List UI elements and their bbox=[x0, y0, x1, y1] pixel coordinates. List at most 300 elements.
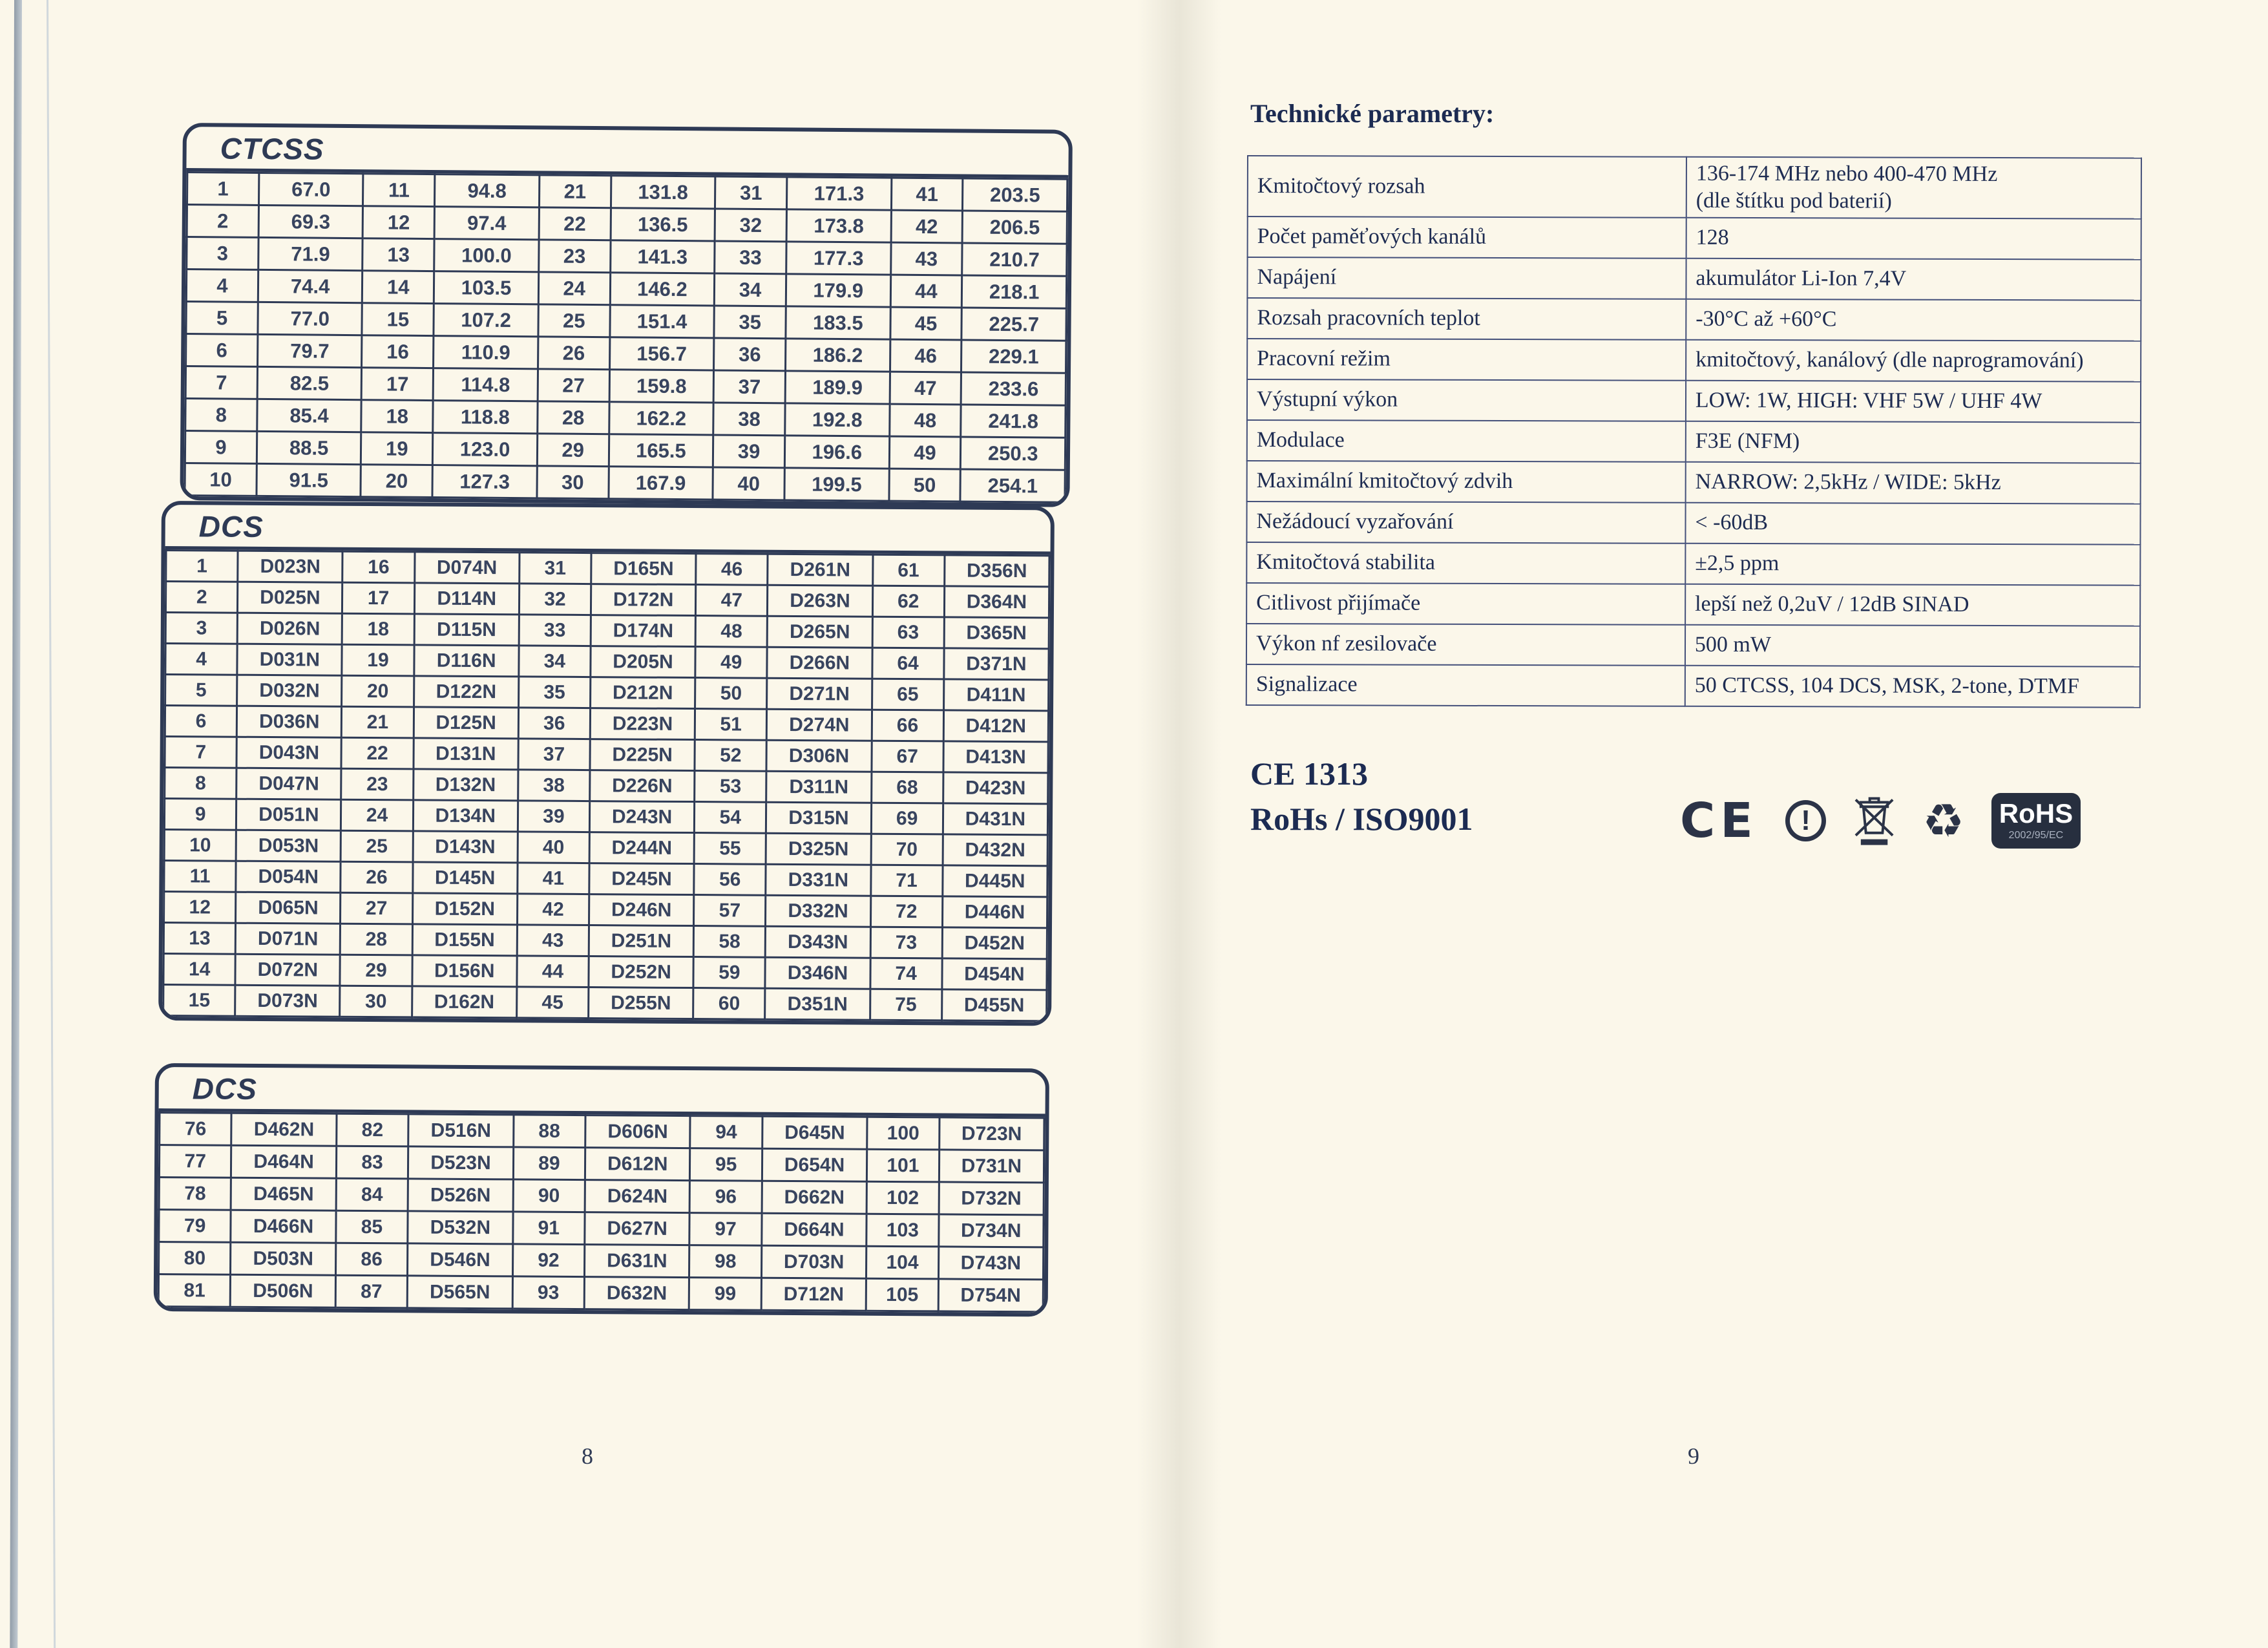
index-cell: 27 bbox=[538, 369, 609, 402]
code-cell: D205N bbox=[591, 646, 695, 678]
index-cell: 12 bbox=[362, 206, 434, 239]
ctcss-table-title: CTCSS bbox=[186, 127, 1068, 178]
index-cell: 78 bbox=[159, 1178, 231, 1210]
code-cell: 88.5 bbox=[257, 431, 361, 464]
index-cell: 104 bbox=[866, 1246, 939, 1279]
page-fold-shadow bbox=[1137, 0, 1221, 1648]
index-cell: 28 bbox=[341, 924, 413, 955]
index-cell: 17 bbox=[362, 368, 434, 401]
code-cell: D271N bbox=[767, 678, 872, 710]
index-cell: 23 bbox=[538, 240, 610, 273]
param-label: Napájení bbox=[1247, 257, 1686, 299]
param-row bbox=[1246, 664, 2140, 708]
code-cell: 107.2 bbox=[434, 304, 538, 337]
index-cell: 94 bbox=[690, 1116, 762, 1149]
index-cell: 8 bbox=[165, 768, 237, 799]
index-cell: 14 bbox=[163, 954, 236, 986]
index-cell: 9 bbox=[185, 431, 257, 464]
param-value: 128 bbox=[1686, 218, 2141, 260]
code-cell: D734N bbox=[938, 1214, 1044, 1247]
index-cell: 31 bbox=[519, 553, 591, 584]
param-value: 50 CTCSS, 104 DCS, MSK, 2-tone, DTMF bbox=[1685, 666, 2140, 708]
index-cell: 22 bbox=[341, 737, 414, 769]
code-cell: D065N bbox=[236, 892, 341, 924]
code-cell: 250.3 bbox=[961, 437, 1066, 470]
index-cell: 49 bbox=[695, 647, 768, 679]
code-cell: 192.8 bbox=[785, 403, 890, 436]
code-cell: D145N bbox=[412, 862, 517, 894]
param-row bbox=[1247, 461, 2141, 504]
index-cell: 50 bbox=[889, 469, 961, 502]
code-cell: D351N bbox=[765, 988, 870, 1020]
index-cell: 84 bbox=[336, 1178, 408, 1211]
index-cell: 79 bbox=[159, 1210, 231, 1243]
index-cell: 5 bbox=[186, 302, 258, 335]
code-cell: 173.8 bbox=[786, 209, 891, 242]
index-cell: 87 bbox=[335, 1275, 408, 1308]
code-cell: D125N bbox=[414, 707, 518, 739]
code-cell: 74.4 bbox=[258, 269, 362, 302]
code-cell: 225.7 bbox=[961, 308, 1066, 341]
code-cell: D662N bbox=[762, 1181, 867, 1214]
index-cell: 98 bbox=[689, 1245, 762, 1278]
code-cell: 131.8 bbox=[611, 176, 715, 209]
index-cell: 95 bbox=[690, 1148, 762, 1181]
dcs-table-2-title: DCS bbox=[159, 1067, 1045, 1117]
code-cell: 118.8 bbox=[433, 401, 538, 434]
table-row bbox=[159, 1178, 1044, 1215]
code-cell: 94.8 bbox=[435, 174, 540, 207]
ctcss-table-box bbox=[180, 123, 1073, 507]
code-cell: 82.5 bbox=[257, 366, 362, 399]
code-cell: 254.1 bbox=[960, 469, 1065, 502]
code-cell: D503N bbox=[231, 1242, 336, 1275]
code-cell: D632N bbox=[584, 1277, 689, 1310]
param-row bbox=[1246, 502, 2140, 545]
index-cell: 28 bbox=[538, 401, 609, 434]
param-value: ±2,5 ppm bbox=[1685, 544, 2140, 586]
index-cell: 43 bbox=[890, 242, 962, 275]
index-cell: 60 bbox=[693, 988, 766, 1020]
code-cell: 177.3 bbox=[786, 242, 891, 275]
code-cell: D432N bbox=[943, 834, 1048, 866]
code-cell: D364N bbox=[944, 586, 1049, 618]
index-cell: 99 bbox=[689, 1278, 762, 1311]
index-cell: 65 bbox=[872, 679, 944, 710]
index-cell: 88 bbox=[513, 1115, 585, 1148]
code-cell: 171.3 bbox=[787, 177, 892, 210]
code-cell: D703N bbox=[761, 1245, 866, 1278]
code-cell: 241.8 bbox=[961, 405, 1066, 438]
index-cell: 37 bbox=[518, 739, 591, 770]
code-cell: D532N bbox=[408, 1211, 513, 1244]
index-cell: 19 bbox=[342, 644, 414, 676]
code-cell: D731N bbox=[939, 1150, 1044, 1183]
code-cell: 206.5 bbox=[963, 211, 1067, 244]
table-row bbox=[158, 1274, 1043, 1312]
table-row bbox=[160, 1113, 1044, 1150]
code-cell: D074N bbox=[414, 552, 519, 584]
code-cell: D072N bbox=[235, 954, 340, 986]
index-cell: 16 bbox=[362, 335, 434, 368]
dcs-table-1-title: DCS bbox=[165, 505, 1051, 555]
index-cell: 17 bbox=[342, 582, 415, 614]
code-cell: D431N bbox=[943, 803, 1048, 835]
code-cell: D455N bbox=[941, 989, 1047, 1021]
code-cell: D371N bbox=[944, 648, 1049, 680]
code-cell: 91.5 bbox=[257, 463, 361, 496]
index-cell: 10 bbox=[164, 830, 236, 861]
index-cell: 6 bbox=[165, 706, 237, 737]
code-cell: D645N bbox=[762, 1116, 868, 1149]
code-cell: D315N bbox=[766, 802, 871, 834]
index-cell: 27 bbox=[341, 893, 413, 924]
code-cell: D723N bbox=[939, 1117, 1044, 1150]
rohs-badge-directive: 2002/95/EC bbox=[2008, 830, 2064, 841]
code-cell: 103.5 bbox=[434, 271, 539, 304]
index-cell: 23 bbox=[341, 768, 414, 800]
index-cell: 101 bbox=[867, 1149, 940, 1182]
code-cell: D325N bbox=[766, 833, 870, 865]
index-cell: 1 bbox=[187, 173, 259, 206]
code-cell: D612N bbox=[585, 1148, 690, 1181]
code-cell: D311N bbox=[766, 771, 871, 803]
page-number-left: 8 bbox=[582, 1443, 593, 1469]
index-cell: 86 bbox=[335, 1243, 408, 1276]
index-cell: 83 bbox=[336, 1146, 408, 1179]
code-cell: D743N bbox=[938, 1247, 1044, 1280]
index-cell: 34 bbox=[519, 646, 591, 677]
param-label: Výstupní výkon bbox=[1247, 379, 1686, 421]
code-cell: D116N bbox=[414, 645, 518, 677]
table-row bbox=[164, 892, 1047, 928]
code-cell: D053N bbox=[236, 830, 341, 861]
code-cell: D114N bbox=[414, 583, 519, 615]
table-row bbox=[163, 923, 1047, 959]
param-value: -30°C až +60°C bbox=[1686, 299, 2141, 341]
code-cell: D051N bbox=[236, 799, 341, 830]
code-cell: 110.9 bbox=[434, 336, 538, 369]
param-value: 500 mW bbox=[1685, 625, 2140, 667]
scan-binding-shadow bbox=[10, 0, 22, 1648]
index-cell: 21 bbox=[539, 175, 611, 208]
param-label: Modulace bbox=[1247, 420, 1686, 462]
index-cell: 36 bbox=[714, 338, 786, 371]
param-label: Pracovní režim bbox=[1247, 339, 1686, 381]
code-cell: 203.5 bbox=[963, 178, 1067, 211]
index-cell: 35 bbox=[714, 306, 786, 339]
index-cell: 24 bbox=[538, 272, 610, 305]
index-cell: 93 bbox=[512, 1276, 585, 1309]
class2-alert-icon bbox=[1785, 800, 1826, 841]
param-row bbox=[1248, 217, 2141, 260]
index-cell: 20 bbox=[342, 675, 414, 707]
index-cell: 48 bbox=[695, 616, 768, 648]
table-row bbox=[165, 582, 1049, 618]
code-cell: D624N bbox=[585, 1180, 690, 1213]
code-cell: D032N bbox=[237, 675, 342, 706]
index-cell: 34 bbox=[714, 273, 786, 306]
index-cell: 62 bbox=[872, 586, 945, 617]
index-cell: 21 bbox=[342, 706, 414, 738]
index-cell: 18 bbox=[361, 400, 433, 433]
code-cell: D243N bbox=[589, 801, 694, 833]
index-cell: 64 bbox=[872, 648, 944, 679]
table-row bbox=[165, 613, 1049, 649]
code-cell: D244N bbox=[589, 832, 694, 864]
index-cell: 69 bbox=[871, 803, 943, 834]
index-cell: 11 bbox=[363, 174, 435, 207]
index-cell: 90 bbox=[513, 1179, 585, 1212]
table-row bbox=[163, 954, 1047, 990]
index-cell: 8 bbox=[185, 399, 257, 432]
index-cell: 32 bbox=[519, 584, 591, 615]
code-cell: 199.5 bbox=[784, 468, 889, 501]
param-value: NARROW: 2,5kHz / WIDE: 5kHz bbox=[1686, 462, 2141, 504]
index-cell: 41 bbox=[518, 863, 590, 894]
code-cell: 167.9 bbox=[609, 467, 713, 500]
tech-parameters-table bbox=[1246, 155, 2142, 708]
code-cell: D565N bbox=[407, 1276, 512, 1309]
ce-mark-icon: CE bbox=[1680, 793, 1758, 849]
code-cell: 233.6 bbox=[961, 372, 1066, 405]
index-cell: 37 bbox=[713, 370, 785, 403]
code-cell: D131N bbox=[414, 738, 518, 770]
index-cell: 45 bbox=[516, 987, 589, 1019]
code-cell: D413N bbox=[943, 741, 1049, 773]
index-cell: 39 bbox=[518, 801, 590, 832]
code-cell: D252N bbox=[589, 956, 693, 988]
code-cell: D365N bbox=[944, 617, 1049, 649]
code-cell: D654N bbox=[762, 1148, 867, 1181]
index-cell: 67 bbox=[871, 741, 943, 772]
code-cell: D226N bbox=[590, 770, 695, 802]
param-label: Výkon nf zesilovače bbox=[1246, 624, 1685, 666]
code-cell: 159.8 bbox=[609, 370, 714, 403]
index-cell: 42 bbox=[891, 210, 963, 243]
code-cell: D251N bbox=[589, 925, 693, 957]
index-cell: 56 bbox=[694, 864, 766, 896]
code-cell: D174N bbox=[591, 615, 695, 647]
index-cell: 100 bbox=[867, 1117, 940, 1150]
code-cell: 141.3 bbox=[610, 240, 715, 273]
index-cell: 14 bbox=[362, 271, 434, 304]
index-cell: 18 bbox=[342, 613, 415, 645]
index-cell: 13 bbox=[163, 923, 236, 955]
index-cell: 102 bbox=[866, 1181, 939, 1214]
index-cell: 55 bbox=[694, 833, 766, 865]
code-cell: D122N bbox=[414, 676, 518, 708]
index-cell: 4 bbox=[165, 644, 238, 675]
index-cell: 66 bbox=[872, 710, 944, 741]
index-cell: 29 bbox=[340, 955, 412, 986]
page-number-right: 9 bbox=[1688, 1443, 1699, 1469]
code-cell: D156N bbox=[412, 955, 517, 987]
code-cell: D412N bbox=[943, 710, 1049, 742]
param-row bbox=[1247, 298, 2141, 341]
index-cell: 77 bbox=[159, 1145, 231, 1178]
code-cell: D343N bbox=[766, 926, 870, 958]
param-label: Nežádoucí vyzařování bbox=[1246, 502, 1685, 544]
code-cell: D266N bbox=[767, 647, 872, 679]
index-cell: 50 bbox=[695, 678, 768, 710]
code-cell: 127.3 bbox=[432, 465, 537, 498]
index-cell: 70 bbox=[871, 834, 943, 865]
code-cell: D452N bbox=[942, 927, 1047, 959]
index-cell: 31 bbox=[715, 176, 787, 209]
rohs-iso-text: RoHs / ISO9001 bbox=[1250, 801, 1473, 837]
code-cell: D071N bbox=[235, 923, 340, 955]
index-cell: 40 bbox=[518, 832, 590, 863]
code-cell: 77.0 bbox=[258, 302, 362, 335]
code-cell: D023N bbox=[238, 551, 342, 582]
index-cell: 105 bbox=[866, 1278, 938, 1311]
param-row bbox=[1248, 156, 2141, 219]
code-cell: D754N bbox=[938, 1279, 1044, 1312]
table-row bbox=[185, 463, 1065, 503]
code-cell: D225N bbox=[590, 739, 695, 771]
index-cell: 46 bbox=[890, 339, 961, 372]
index-cell: 76 bbox=[160, 1113, 232, 1146]
index-cell: 58 bbox=[693, 926, 766, 958]
param-value: 136-174 MHz nebo 400-470 MHz (dle štítku pod baterií) bbox=[1686, 157, 2141, 219]
code-cell: 67.0 bbox=[258, 173, 363, 206]
code-cell: D446N bbox=[942, 896, 1047, 928]
index-cell: 57 bbox=[694, 895, 766, 927]
param-value: < -60dB bbox=[1685, 503, 2140, 545]
param-value: kmitočtový, kanálový (dle naprogramování) bbox=[1686, 340, 2141, 382]
index-cell: 7 bbox=[165, 737, 237, 768]
code-cell: 189.9 bbox=[785, 371, 890, 404]
code-cell: 79.7 bbox=[257, 334, 362, 367]
index-cell: 29 bbox=[537, 434, 609, 467]
ctcss-table bbox=[184, 171, 1068, 503]
param-row bbox=[1246, 583, 2140, 626]
code-cell: D664N bbox=[762, 1213, 867, 1246]
code-cell: D516N bbox=[408, 1114, 514, 1147]
code-cell: 186.2 bbox=[786, 339, 890, 372]
index-cell: 47 bbox=[696, 585, 768, 617]
code-cell: D115N bbox=[414, 614, 519, 646]
table-row bbox=[165, 644, 1049, 680]
index-cell: 48 bbox=[889, 404, 961, 437]
code-cell: D506N bbox=[231, 1274, 336, 1307]
param-label: Kmitočtová stabilita bbox=[1246, 542, 1685, 584]
code-cell: D073N bbox=[235, 985, 340, 1017]
code-cell: D464N bbox=[231, 1145, 337, 1178]
scan-page-edge-line bbox=[47, 0, 56, 1648]
code-cell: D162N bbox=[412, 986, 516, 1018]
index-cell: 22 bbox=[539, 207, 611, 240]
index-cell: 15 bbox=[163, 985, 236, 1017]
index-cell: 4 bbox=[186, 269, 258, 302]
index-cell: 44 bbox=[517, 956, 589, 988]
tech-parameters-heading: Technické parametry: bbox=[1250, 99, 1495, 128]
table-row bbox=[165, 737, 1048, 773]
index-cell: 81 bbox=[158, 1274, 231, 1307]
index-cell: 5 bbox=[165, 675, 238, 706]
param-row bbox=[1247, 257, 2141, 301]
code-cell: D155N bbox=[412, 924, 517, 956]
table-row bbox=[164, 861, 1047, 897]
code-cell: D152N bbox=[412, 893, 517, 925]
code-cell: 218.1 bbox=[962, 275, 1067, 308]
code-cell: D212N bbox=[591, 677, 695, 709]
code-cell: D356N bbox=[944, 555, 1049, 587]
index-cell: 15 bbox=[362, 303, 434, 336]
index-cell: 33 bbox=[715, 241, 786, 274]
index-cell: 103 bbox=[866, 1214, 939, 1247]
index-cell: 82 bbox=[337, 1114, 409, 1146]
code-cell: D134N bbox=[413, 800, 518, 832]
index-cell: 25 bbox=[341, 830, 413, 862]
index-cell: 24 bbox=[341, 799, 414, 831]
index-cell: 26 bbox=[341, 861, 413, 893]
dcs-table-1 bbox=[162, 549, 1050, 1022]
index-cell: 51 bbox=[695, 709, 767, 741]
param-label: Signalizace bbox=[1246, 664, 1685, 706]
code-cell: D465N bbox=[231, 1178, 337, 1210]
code-cell: 183.5 bbox=[786, 306, 890, 339]
code-cell: D263N bbox=[768, 585, 872, 617]
index-cell: 49 bbox=[889, 436, 961, 469]
index-cell: 91 bbox=[512, 1212, 585, 1245]
code-cell: D274N bbox=[767, 709, 872, 741]
index-cell: 54 bbox=[695, 802, 767, 834]
index-cell: 97 bbox=[689, 1213, 762, 1246]
index-cell: 30 bbox=[340, 986, 412, 1017]
index-cell: 7 bbox=[185, 366, 257, 399]
index-cell: 74 bbox=[870, 958, 942, 989]
code-cell: D261N bbox=[768, 554, 872, 586]
alert-glyph: ! bbox=[1801, 805, 1811, 836]
code-cell: D043N bbox=[236, 737, 341, 768]
param-label: Maximální kmitočtový zdvih bbox=[1247, 461, 1686, 503]
ce-1313-text: CE 1313 bbox=[1250, 755, 1368, 792]
code-cell: D031N bbox=[237, 644, 342, 675]
rohs-badge-title: RoHS bbox=[1999, 798, 2074, 829]
param-label: Počet paměťových kanálů bbox=[1248, 217, 1686, 259]
index-cell: 39 bbox=[713, 435, 785, 468]
code-cell: D255N bbox=[589, 988, 693, 1019]
index-cell: 33 bbox=[519, 615, 591, 646]
code-cell: D462N bbox=[231, 1113, 337, 1146]
code-cell: 69.3 bbox=[258, 205, 363, 238]
code-cell: D265N bbox=[768, 616, 872, 648]
code-cell: 151.4 bbox=[610, 305, 715, 338]
index-cell: 11 bbox=[164, 861, 236, 893]
index-cell: 32 bbox=[715, 209, 786, 242]
code-cell: 162.2 bbox=[609, 402, 713, 435]
index-cell: 47 bbox=[890, 372, 961, 405]
code-cell: 156.7 bbox=[609, 337, 714, 370]
code-cell: D306N bbox=[766, 740, 871, 772]
code-cell: D523N bbox=[408, 1146, 514, 1179]
index-cell: 40 bbox=[713, 467, 784, 500]
index-cell: 12 bbox=[164, 892, 236, 924]
table-row bbox=[165, 675, 1049, 711]
code-cell: D331N bbox=[766, 864, 870, 896]
table-row bbox=[165, 706, 1048, 742]
index-cell: 85 bbox=[336, 1210, 408, 1243]
code-cell: D526N bbox=[408, 1179, 513, 1212]
index-cell: 36 bbox=[518, 708, 591, 739]
index-cell: 80 bbox=[159, 1242, 231, 1275]
index-cell: 43 bbox=[517, 925, 589, 956]
table-row bbox=[159, 1210, 1044, 1247]
dcs-table-2 bbox=[158, 1112, 1045, 1313]
index-cell: 71 bbox=[870, 865, 943, 896]
